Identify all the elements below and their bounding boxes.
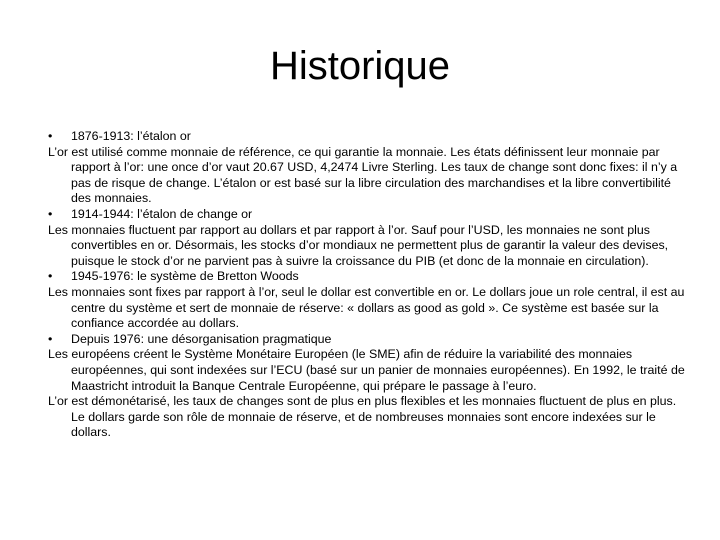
bullet-heading: Depuis 1976: une désorganisation pragmatique — [71, 331, 332, 346]
bullet-dot: • — [48, 206, 53, 221]
bullet-dot: • — [48, 269, 53, 284]
section-paragraph: Les monnaies sont fixes par rapport à l’or, seul le dollar est convertible en or. Le dollars joue un role central, il est au centre du système et sert de monnaie de réserve: « dollars as good as gold ». Ce système est basée sur la confiance accordée au dollars. — [48, 284, 685, 331]
bullet-item — [48, 129, 688, 145]
section-paragraph: Les européens créent le Système Monétaire Européen (le SME) afin de réduire la variabilité des monnaies européennes, qui sont indexées sur l’ECU (basé sur un panier de monnaies européennes). En 1992, le traité de Maastricht introduit la Banque Centrale Européenne, qui prépare le passage à l’euro. — [48, 347, 685, 393]
bullet-heading: 1914-1944: l’étalon de change or — [71, 206, 253, 221]
slide-body — [48, 129, 688, 441]
bullet-heading: 1945-1976: le système de Bretton Woods — [71, 269, 299, 284]
closing-paragraph: L’or est démonétarisé, les taux de changes sont de plus en plus flexibles et les monnaies fluctuent de plus en plus. Le dollars garde son rôle de monnaie de réserve, et de nombreuses monnaies sont encore indexées sur le dollars. — [48, 394, 677, 440]
bullet-dot: • — [48, 331, 53, 346]
bullet-dot: • — [48, 129, 53, 143]
section-paragraph: L’or est utilisé comme monnaie de référence, ce qui garantie la monnaie. Les états définissent leur monnaie par rapport à l’or: une once d’or vaut 20.67 USD, 4,2474 Livre Sterling. Les taux de change sont donc fixes: il n’y a pas de risque de change. L’étalon or est basé sur la libre circulation des marchandises et la libre convertibilité des monnaies. — [48, 144, 678, 206]
bullet-item — [48, 332, 688, 348]
bullet-heading: 1876-1913: l’étalon or — [71, 129, 191, 143]
bullet-item — [48, 207, 688, 223]
bullet-item — [48, 269, 688, 285]
section-paragraph: Les monnaies fluctuent par rapport au dollars et par rapport à l’or. Sauf pour l’USD, les monnaies ne sont plus convertibles en or. Désormais, les stocks d’or mondiaux ne permettent plus de garantir la valeur des devises, puisque le stock d’or ne parvient pas à suivre la croissance du PIB (et donc de la monnaie en circulation). — [48, 222, 669, 268]
slide-title: Historique — [269, 44, 451, 88]
